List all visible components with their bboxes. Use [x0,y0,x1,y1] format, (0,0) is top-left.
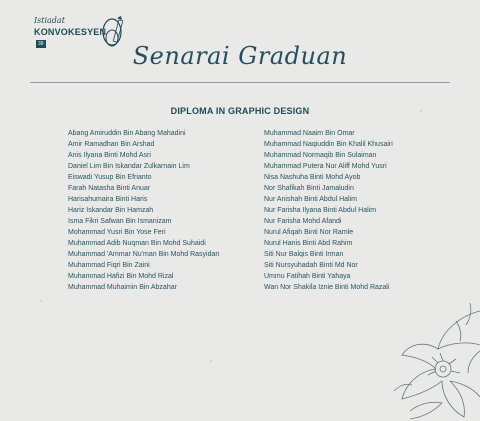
paper-texture [210,360,212,362]
page-title: Senarai Graduan [132,42,348,70]
graduate-name: Anis Ilyana Binti Mohd Asri [68,152,151,159]
graduate-name: Abang Amiruddin Bin Abang Mahadini [68,130,186,137]
graduate-list-right [264,128,393,293]
graduate-name: Siti Nursyuhadah Binti Md Nor [264,262,358,269]
graduate-name: Muhammad Fiqri Bin Zaini [68,262,150,269]
logo-script-text: Istiadat [34,16,65,25]
graduate-name: Nurul Afiqah Binti Nor Ramle [264,229,354,236]
section-heading: DIPLOMA IN GRAPHIC DESIGN [170,106,310,116]
graduate-name: Nur Farisha Ilyana Binti Abdul Halim [264,207,377,214]
logo-brand-text: KONVOKESYEN [34,27,107,37]
graduate-name: Muhammad Naaim Bin Omar [264,130,355,137]
graduate-name: Ummu Fatihah Binti Yahaya [264,273,351,280]
graduate-name: Nur Farisha Mohd Afandi [264,218,342,225]
graduate-name: Muhammad Naqiuddin Bin Khalil Khusairi [264,141,393,148]
graduate-name: Wan Nor Shakila Iznie Binti Mohd Razali [264,284,390,291]
graduate-name: Mohammad Yusri Bin Yose Feri [68,229,166,236]
graduate-name: Isma Fikri Safwan Bin Ismanizam [68,218,172,225]
graduate-name: Muhammad Muhaimin Bin Abzahar [68,284,177,291]
graduate-name: Siti Nur Balqis Binti Irman [264,251,344,258]
graduate-name: Eiswadi Yusup Bin Efrianto [68,174,152,181]
title-divider [30,82,450,83]
graduate-name: Muhammad Putera Nur Aliff Mohd Yusri [264,163,387,170]
graduate-name: Hariz Iskandar Bin Hamzah [68,207,154,214]
graduate-name: Nisa Nashuha Binti Mohd Ayob [264,174,361,181]
logo-badge-number: 39 [38,41,44,47]
paper-texture [40,300,42,302]
paper-texture [120,330,121,331]
graduate-name: Harisahumaira Binti Haris [68,196,148,203]
graduate-name: Nurul Hanis Binti Abd Rahim [264,240,353,247]
graduate-name: Nur Anishah Binti Abdul Halim [264,196,357,203]
graduate-name: Daniel Lim Bin Iskandar Zulkarnain Lim [68,163,190,170]
graduate-name: Nor Shafikah Binti Jamaludin [264,185,354,192]
graduate-name: Muhammad Normaqib Bin Sulaiman [264,152,377,159]
graduate-name: Farah Natasha Binti Anuar [68,185,151,192]
graduate-name: Muhammad 'Ammar Nu'man Bin Mohd Rasyidan [68,251,220,258]
graduate-name: Muhammad Adib Nuqman Bin Mohd Suhaidi [68,240,206,247]
graduate-name: Amir Ramadhan Bin Arshad [68,141,155,148]
floral-decoration-icon [380,291,480,421]
graduate-list-left [68,128,219,293]
graduate-name: Muhammad Hafizi Bin Mohd Rizal [68,273,174,280]
